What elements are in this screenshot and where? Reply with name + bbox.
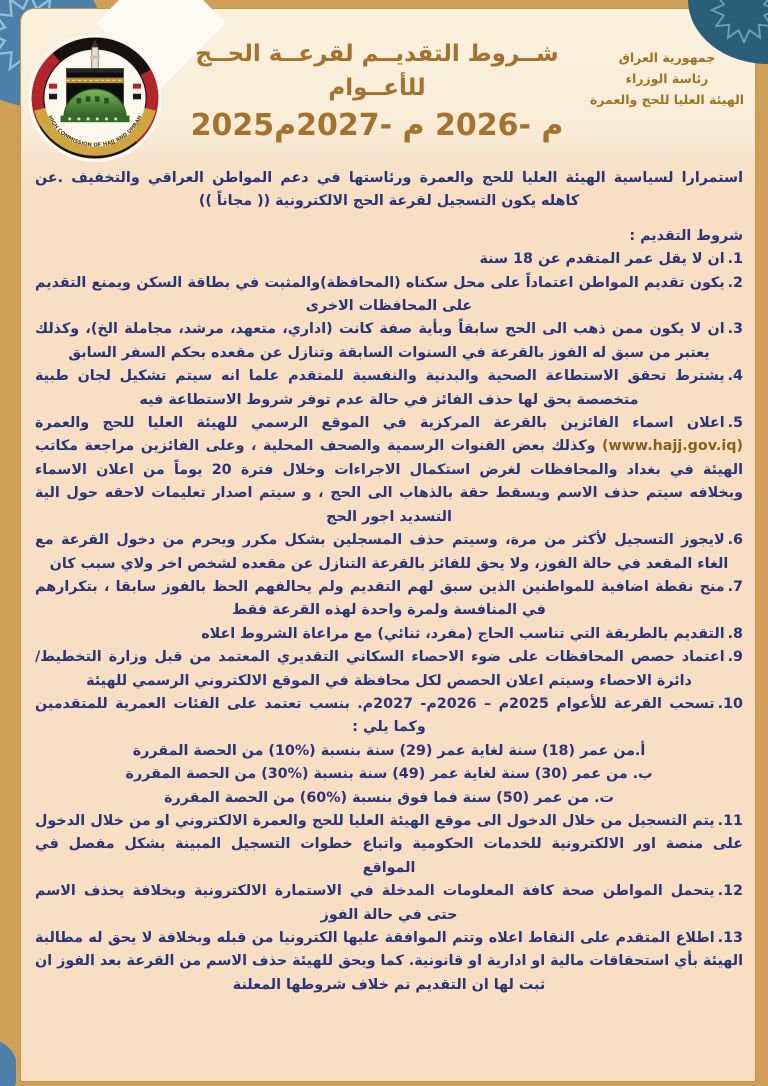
condition-item-4: [35, 365, 743, 412]
condition-text: اعلان اسماء الفائزين بالقرعة المركزية في الموقع الرسمي للهيئة العليا للحج والعمرة: [35, 415, 725, 432]
svg-text:HIGH COMMISSION OF HAJJ AND UM: HIGH COMMISSION OF HAJJ AND UMRAH: [46, 114, 144, 149]
title-line-2: 2025م -2026 م -2027م: [190, 108, 564, 143]
circle-ornament-bottom-left-icon: [0, 1036, 16, 1086]
age-group-c: ت. من عمر (50) سنة فما فوق بنسبة (%60) من الحصة المقررة: [164, 789, 614, 806]
age-group-a: أ.من عمر (18) سنة لغاية عمر (29) سنة بنسبة (%10) من الحصة المقررة: [132, 742, 646, 759]
org-line-pm-office: رئاسة الوزراء: [625, 71, 709, 86]
condition-item-6: [35, 529, 743, 576]
condition-text: يكون تقديم المواطن اعتماداً على محل سكناه (المحافظة)والمثبت في بطاقة السكن ويمنع التقديم على المحافظات الاخرى: [35, 274, 725, 315]
condition-text: وكذلك بعض القنوات الرسمية والصحف المحلية ، وعلى الفائزين مراجعة مكاتب الهيئة في بغداد والمحافظات لغرض استكمال الاجراءات وخلال فترة 20 يوماً من اعلان الاسماء وبخلافه سيتم حذف الاسم ويسقط حقة بالذهاب الى الحج ، و سيتم اصدار تعليمات لاحقه حول الية التسديد اجور الحج: [35, 438, 744, 525]
condition-number: 10.: [717, 695, 743, 712]
document-body: [35, 167, 743, 1073]
document-sheet: [20, 8, 756, 1082]
age-group-b: ب. من عمر (30) سنة لغاية عمر (49) سنة بنسبة (%30) من الحصة المقررة: [125, 766, 653, 783]
condition-text: يشترط تحقق الاستطاعة الصحية والبدنية والنفسية للمتقدم علما انه سيتم تشكيل لجان طبية متخصصة يحق لها حذف الفائز في حالة عدم توفر شروط الاستطاعة فيه: [35, 368, 725, 408]
condition-text: التقديم بالطريقة التي تناسب الحاج (مفرد، ثنائي) مع مراعاة الشروط اعلاه: [201, 625, 725, 642]
condition-number: 5.: [727, 415, 743, 432]
condition-text: منح نقطة اضافية للمواطنين الذين سبق لهم التقديم ولم يحالفهم الحظ بالفوز سابقا ، بتكرارهم في المنافسة ولمرة واحدة لهذه القرعة فقط: [35, 578, 725, 619]
condition-text: اعتماد حصص المحافظات على ضوء الاحصاء السكاني التقديري المعتمد من قبل وزارة التخطيط/دائرة الاحصاء وسيتم اعلان الحصص لكل محافظة في الموقع الالكتروني الرسمي للهيئة: [35, 649, 725, 689]
condition-number: 3.: [727, 321, 743, 338]
condition-item-13: [35, 927, 743, 997]
condition-number: 13.: [717, 930, 743, 946]
condition-text: يتحمل المواطن صحة كافة المعلومات المدخلة في الاستمارة الالكترونية وبخلافة يحذف الاسم حتى في حالة الفوز: [35, 883, 715, 923]
condition-item-11: [35, 810, 743, 880]
condition-item-9: [35, 646, 743, 693]
condition-item-1: [35, 248, 743, 271]
condition-number: 9.: [727, 649, 743, 666]
org-line-commission: الهيئة العليا للحج والعمرة: [589, 92, 745, 107]
hajj-commission-emblem: [26, 32, 164, 164]
condition-item-2: [35, 272, 743, 319]
condition-item-12: [35, 880, 743, 927]
condition-text: ان لا يكون ممن ذهب الى الحج سابقاً وبأية صفة كانت (اداري، متعهد، مرشد، مجاملة الخ)، وكذلك يعتبر من سبق له الفوز بالقرعة في السنوات السابقة وتنازل عن مقعده بحكم السفر السابق: [35, 321, 725, 361]
age-group-list: [35, 740, 743, 810]
condition-text: اطلاع المتقدم على النقاط اعلاه وتتم الموافقة عليها الكترونيا من قبله وبخلافة لا يحق له مطالبة الهيئة بأي استحقاقات مالية او ادارية او قانونية. كما ويحق للهيئة حذف الاسم من القرعة بعد الفوز ان ثبت لها ان التقديم تم خلاف شروطها المعلنة: [35, 930, 743, 993]
document-title: [171, 37, 583, 147]
condition-number: 2.: [727, 274, 743, 291]
condition-item-5: [35, 412, 743, 529]
condition-number: 12.: [717, 883, 743, 900]
org-line-republic: جمهورية العراق: [618, 50, 716, 65]
condition-text: ان لا يقل عمر المتقدم عن 18 سنة: [479, 251, 725, 268]
condition-text: يتم التسجيل من خلال الدخول الى موقع الهيئة العليا للحج والعمرة الالكتروني او من خلال الدخول على منصة اور الالكترونية للخدمات الحكومية واتباع خطوات التسجيل المبينة بشكل مفصل في المواقع: [35, 812, 743, 876]
condition-number: 7.: [727, 578, 743, 595]
issuing-authority-block: [581, 47, 753, 110]
condition-text: تسحب القرعة للأعوام 2025م – 2026م- 2027م. بنسب تعتمد على الفئات العمرية للمتقدمين وكما يلي :: [35, 695, 715, 736]
condition-item-8: [35, 623, 743, 646]
title-line-1: شــروط التقديــم لقرعــة الحــج للأعــوام: [195, 41, 559, 101]
condition-item-10: [35, 693, 743, 740]
section-heading: شروط التقديم :: [629, 227, 743, 244]
intro-paragraph: استمرارا لسياسية الهيئة العليا للحج والعمرة ورئاستها في دعم المواطن العراقي والتخفيف .عن كاهله يكون التسجيل لقرعة الحج الالكترونية (( مجاناً )): [35, 170, 743, 210]
condition-number: 6.: [727, 532, 743, 549]
condition-item-3: [35, 318, 743, 365]
condition-number: 8.: [727, 625, 743, 642]
condition-text: لايجوز التسجيل لأكثر من مرة، وسيتم حذف المسجلين بشكل مكرر ويحرم من دخول القرعة مع الغاء المقعد في حالة الفوز، ولا يحق للفائز بالقرعة التنازل عن مقعده لشخص اخر ولاي سبب كان: [35, 532, 729, 572]
hajj-website-url: (www.hajj.gov.iq): [601, 438, 743, 455]
condition-number: 4.: [727, 368, 743, 385]
condition-item-7: [35, 576, 743, 623]
condition-number: 1.: [727, 251, 743, 268]
condition-number: 11.: [717, 812, 743, 829]
